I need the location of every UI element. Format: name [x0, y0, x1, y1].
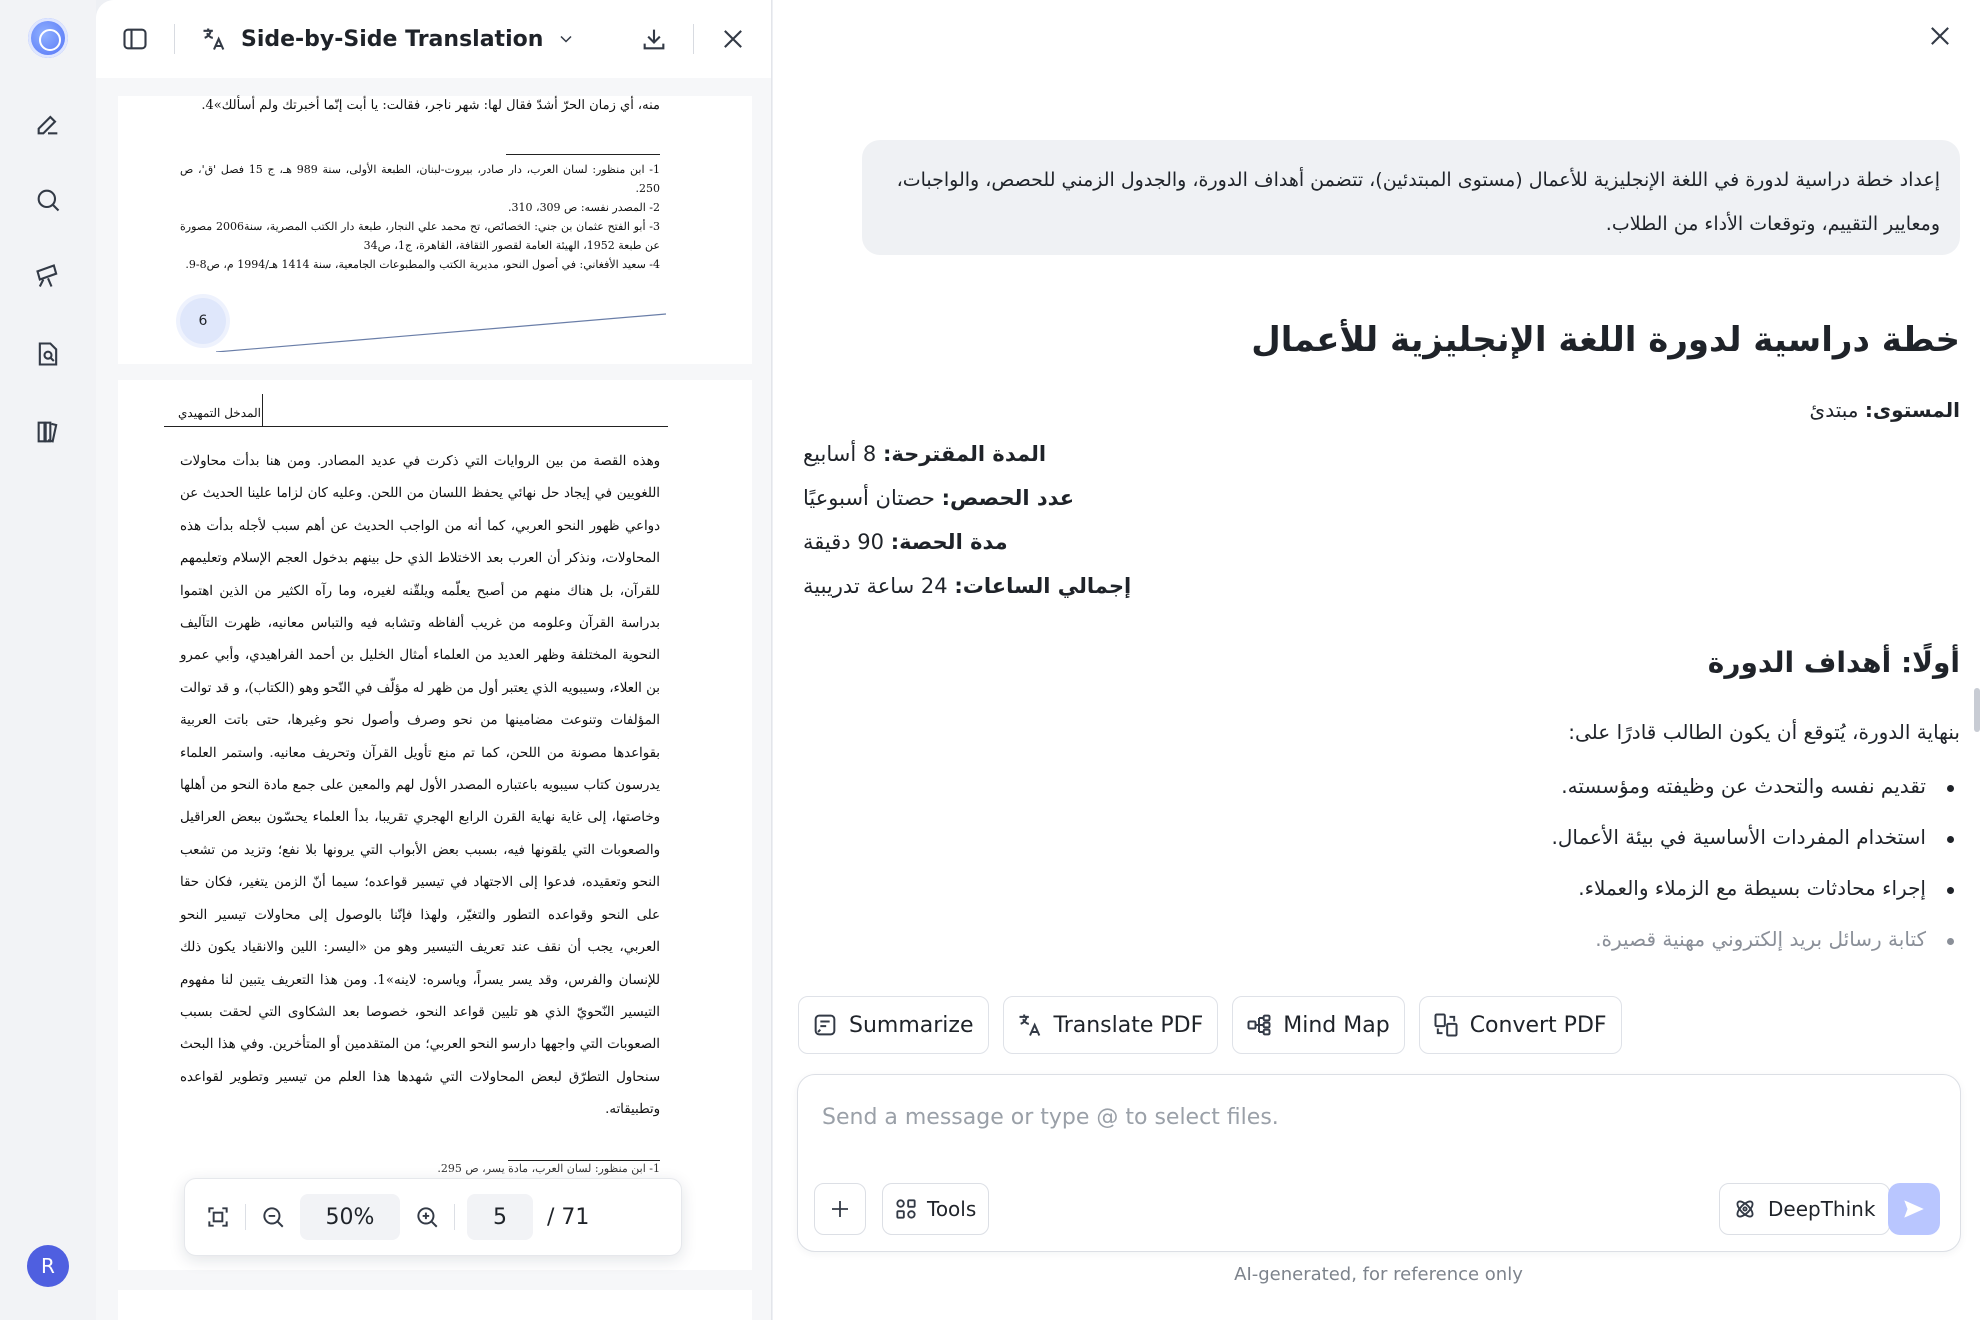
page-number-badge: 6: [180, 298, 226, 344]
convert-pdf-label: Convert PDF: [1469, 1012, 1607, 1038]
zoom-divider: [454, 1204, 455, 1230]
deepthink-label: DeepThink: [1768, 1197, 1876, 1221]
quick-actions: [798, 996, 1622, 1054]
add-attachment-button[interactable]: [814, 1183, 866, 1235]
answer-title: خطة دراسية لدورة اللغة الإنجليزية للأعمال: [1251, 320, 1960, 360]
translation-mode-dropdown[interactable]: [197, 22, 583, 56]
message-composer: [797, 1074, 1961, 1252]
meta-label: المدة المقترحة:: [882, 442, 1047, 466]
user-avatar[interactable]: R: [27, 1245, 69, 1287]
new-chat-icon[interactable]: [28, 104, 68, 144]
plus-icon: [828, 1197, 852, 1221]
pdf-page: [118, 380, 752, 1270]
meta-value: 24 ساعة تدريبية: [803, 574, 948, 598]
current-page-input[interactable]: 5: [467, 1194, 533, 1240]
meta-value: 8 أسابيع: [803, 442, 877, 466]
footnote: 2- المصدر نفسه: ص 309، 310.: [508, 201, 660, 214]
toolbar-divider: [693, 24, 694, 54]
summarize-button[interactable]: [798, 996, 989, 1054]
mind-map-icon: [1245, 1011, 1273, 1039]
mind-map-label: Mind Map: [1283, 1012, 1390, 1038]
goal-item: استخدام المفردات الأساسية في بيئة الأعمال.: [1551, 825, 1960, 876]
chevron-down-icon: [549, 22, 583, 56]
page-body-text: وهذه القصة من بين الروايات التي ذكرت في عديد المصادر. ومن هنا بدأت محاولات اللغويين في إيجاد حل نهائي يحفظ اللسان من اللحن. وعليه كان لزاما علينا الحديث عن دواعي ظهور النحو العربي، كما أنه من الواجب الحديث عن أهم سبب لأجله بدأت هذه المحاولات، ونذكر أن العرب بعد الاختلاط الذي حل بينهم بدخول العجم الإسلام وتعليمهم للقرآن، بل هناك منهم من أصبح يعلّمه ويلقّنه لغيره، وما رآه الكثير من الذين اهتموا بدراسة القرآن وعلومه من غريب ألفاظه وتشابه فيه والتباس معانيه، ظهرت التآليف النحوية المختلفة وظهر العديد من العلماء أمثال الخليل بن أحمد الفراهيدي، وأبي عمرو بن العلاء، وسيبويه الذي يعتبر أول من ظهر له مؤلّف في النّحو وهو (الكتاب)، و قد توالت المؤلفات وتنوعت مضامينها من نحو وصرف وأصول نحو وغيرها، حتى باتت العربية بقواعدها مصونة من اللحن، كما تم منع تأويل القرآن وتحريف معانيه. واستمر العلماء يدرسون كتاب سيبويه باعتباره المصدر الأول لهم والمعين على جمع مادة النحو من أهلها وخاصتها، إلى غاية نهاية القرن الرابع الهجري تقريبا، بدأ العلماء يحسّون ببعض العراقيل والصعوبات التي يلقونها فيه، بسبب بعض الأبواب التي يرونها بلا نفع؛ وتزيد من تشعب النحو وتعقيده، فدعوا إلى الاجتهاد في تيسير قواعده؛ سيما أنّ الزمن يتغير، فكان حقا على النحو وقواعده التطور والتغيّر، ولهذا فإنّنا بالوصول إلى محاولات تيسير النحو العربي، يجب أن نقف عند تعريف التيسير وهو من «اليسر: اللين والانقياد يكون ذلك للإنسان والفرس، وقد يسر يسراً، وياسره: لاينه»1. ومن هذا التعريف يتبين لنا مفهوم التيسير النّحويّ الذي هو تليين قواعد النحو، خصوصا بعد الشكاوى التي لحقت بسبب الصعوبات التي واجهها دارسو النحو العربي؛ من المتقدمين أو المتأخرين. وفي هذا البحث سنحاول التطرّق لبعض المحاولات التي شهدها هذا العلم من تيسير وتطوير لقواعده وتطبيقاته.: [180, 454, 660, 1118]
section-title: أولًا: أهداف الدورة: [1707, 646, 1960, 679]
ai-disclaimer: AI-generated, for reference only: [1234, 1264, 1523, 1285]
footnote: 3- أبو الفتح عثمان بن جني: الخصائص، تح محمد علي النجار، طبعة دار الكتب المصرية، سنة2006 مصورة عن طبعة 1952، الهيئة العامة لقصور الثقافة، القاهرة، ج1، ص34: [180, 220, 660, 252]
page-header-label: المدخل التمهيدي: [178, 406, 261, 420]
meta-total-hours: [803, 574, 1203, 598]
zoom-divider: [245, 1204, 246, 1230]
meta-value: حصتان أسبوعيًا: [803, 486, 935, 510]
translate-pdf-button[interactable]: [1003, 996, 1219, 1054]
fit-page-icon[interactable]: [203, 1202, 233, 1232]
zoom-level[interactable]: 50%: [300, 1194, 400, 1240]
footnote-divider: [506, 154, 660, 155]
pdf-toolbar: [96, 0, 772, 78]
pdf-viewer-panel: [96, 0, 772, 1320]
send-button[interactable]: [1888, 1183, 1940, 1235]
mind-map-button[interactable]: [1232, 996, 1404, 1054]
meta-label: إجمالي الساعات:: [954, 574, 1132, 598]
translation-mode-title: Side-by-Side Translation: [241, 26, 544, 52]
sidebar-toggle-icon[interactable]: [118, 22, 152, 56]
download-icon[interactable]: [637, 22, 671, 56]
goal-item: تقديم نفسه والتحدث عن وظيفته ومؤسسته.: [1551, 774, 1960, 825]
convert-icon: [1432, 1011, 1460, 1039]
summarize-label: Summarize: [849, 1012, 974, 1038]
meta-label: مدة الحصة:: [890, 530, 1008, 554]
atom-icon: [1732, 1196, 1758, 1222]
tools-button[interactable]: [882, 1183, 989, 1235]
left-rail: [0, 0, 96, 1320]
header-divider: [262, 394, 263, 427]
footnote: 1- ابن منظور: لسان العرب، دار صادر، بيروت-لبنان، الطبعة الأولى، سنة 989 هـ، ج 15 فصل 'ق'، ص 250.: [180, 163, 660, 195]
deepthink-toggle[interactable]: [1719, 1183, 1890, 1235]
translate-icon: [1016, 1011, 1044, 1039]
page-decoration: [216, 312, 666, 352]
page-text-line: منه، أي زمان الحرّ أشدّ فقال لها: شهر ناجر، فقالت: يا أبت إنّما أخبرتك ولم أسألك»4.: [201, 98, 660, 113]
close-pdf-icon[interactable]: [716, 22, 750, 56]
zoom-out-icon[interactable]: [258, 1202, 288, 1232]
search-icon[interactable]: [28, 180, 68, 220]
level-label: المستوى:: [1864, 398, 1960, 422]
meta-label: عدد الحصص:: [941, 486, 1075, 510]
chat-scrollbar[interactable]: [1974, 688, 1980, 732]
message-input[interactable]: [822, 1105, 1922, 1130]
library-icon[interactable]: [28, 412, 68, 452]
translate-pdf-label: Translate PDF: [1053, 1012, 1204, 1038]
level-value: مبتدئ: [1809, 398, 1859, 422]
translate-icon: [197, 22, 231, 56]
tools-icon: [893, 1196, 919, 1222]
pdf-page: [118, 1290, 752, 1320]
document-search-icon[interactable]: [28, 334, 68, 374]
footnotes: [180, 160, 660, 274]
footnote: 4- سعيد الأفغاني: في أصول النحو، مديرية الكتب والمطبوعات الجامعية، سنة 1414 هـ/1994 م، ص8-9.: [185, 258, 660, 271]
app-logo-icon[interactable]: [28, 18, 68, 58]
meta-session-length: [803, 530, 1203, 554]
section-intro: بنهاية الدورة، يُتوقع أن يكون الطالب قادرًا على:: [1568, 720, 1960, 744]
goals-list: [1551, 774, 1960, 978]
explore-icon[interactable]: [28, 256, 68, 296]
footnote: 1- ابن منظور: لسان العرب، مادة يسر، ص 295.: [437, 1162, 660, 1175]
send-icon: [1901, 1196, 1927, 1222]
summarize-icon: [811, 1011, 839, 1039]
meta-value: 90 دقيقة: [803, 530, 885, 554]
user-message-bubble: إعداد خطة دراسية لدورة في اللغة الإنجليزية للأعمال (مستوى المبتدئين)، تتضمن أهداف الدورة، والجدول الزمني للحصص، والواجبات، ومعايير التقييم، وتوقعات الأداء من الطلاب.: [862, 140, 1960, 255]
chat-panel: [773, 0, 1984, 1320]
meta-duration: [803, 442, 1203, 466]
level-line: [1810, 398, 1960, 422]
goal-item: إجراء محادثات بسيطة مع الزملاء والعملاء.: [1551, 876, 1960, 927]
zoom-in-icon[interactable]: [412, 1202, 442, 1232]
convert-pdf-button[interactable]: [1419, 996, 1622, 1054]
pdf-page: [118, 96, 752, 364]
meta-sessions: [803, 486, 1203, 510]
footnote-divider: [508, 1160, 660, 1161]
goal-item: كتابة رسائل بريد إلكتروني مهنية قصيرة.: [1551, 927, 1960, 978]
total-pages: / 71: [547, 1204, 590, 1230]
pdf-zoom-bar: [184, 1178, 682, 1256]
tools-label: Tools: [927, 1197, 977, 1221]
toolbar-divider: [174, 24, 175, 54]
close-chat-icon[interactable]: [1926, 22, 1958, 54]
header-rule: [164, 426, 668, 427]
